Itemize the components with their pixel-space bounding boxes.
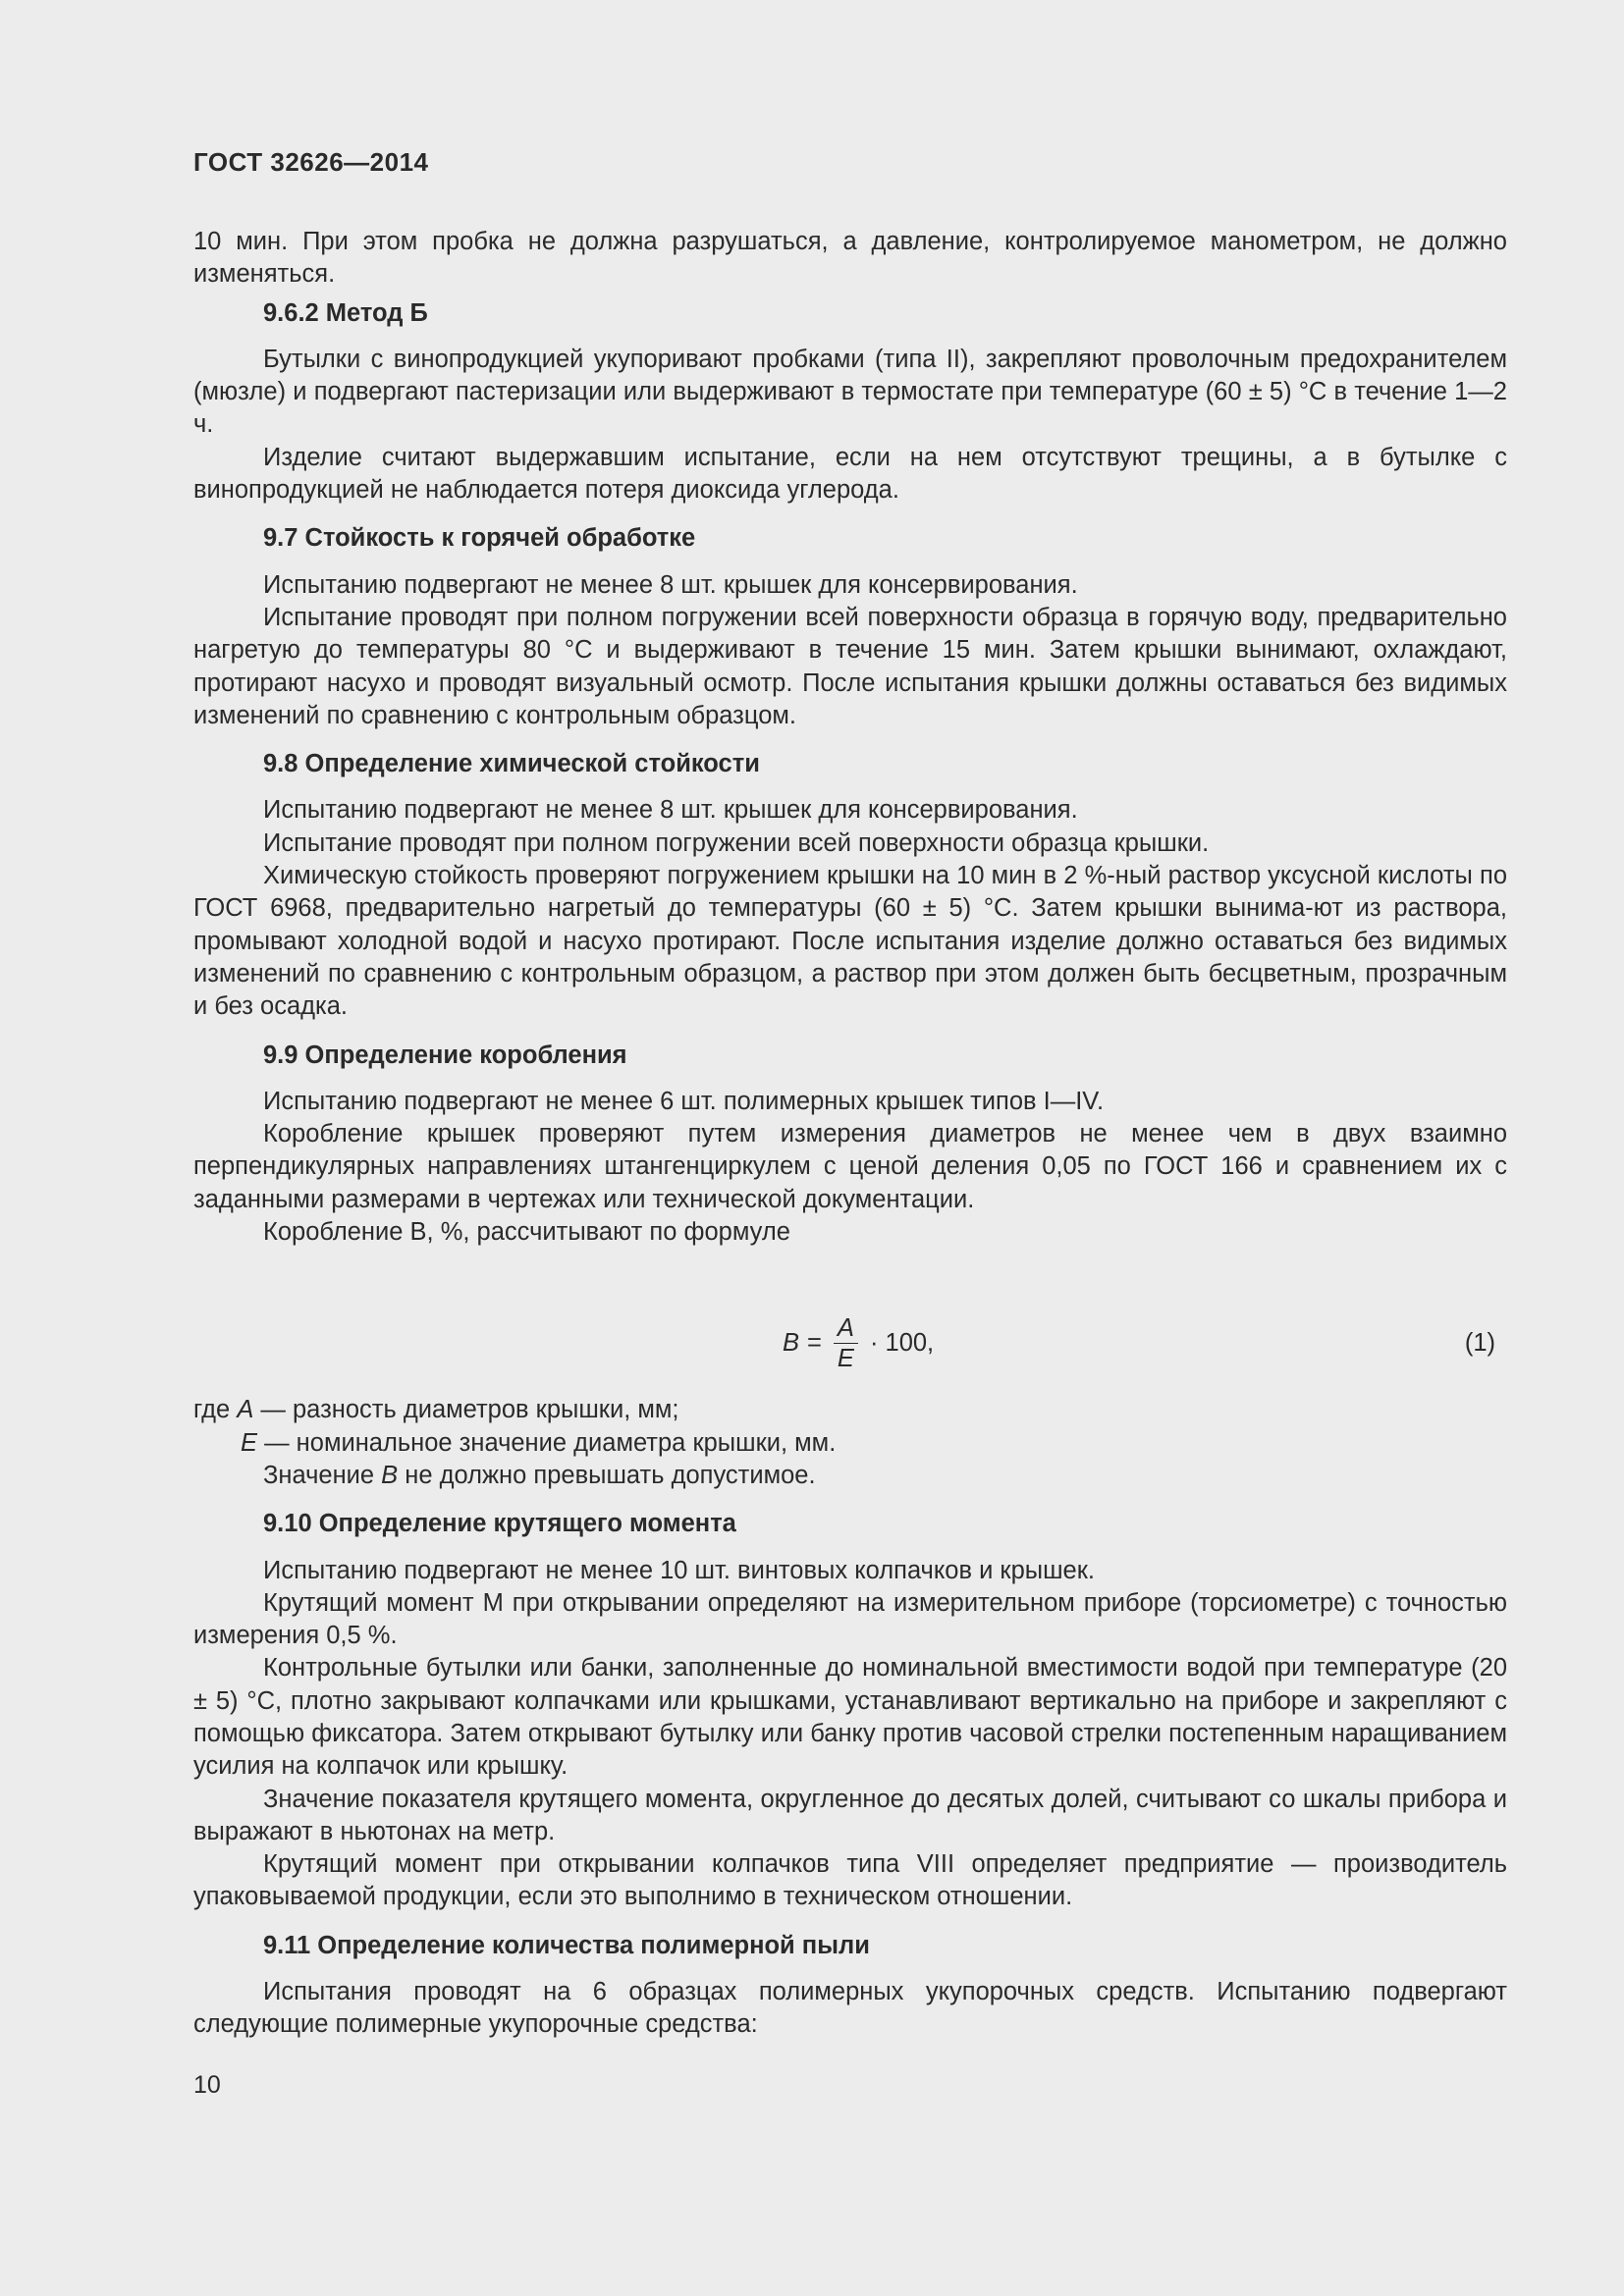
- paragraph: Коробление В, %, рассчитывают по формуле: [263, 1218, 790, 1247]
- formula-numerator: A: [834, 1313, 858, 1344]
- section-heading-9-8: 9.8 Определение химической стойкости: [263, 750, 760, 778]
- paragraph: Испытанию подвергают не менее 6 шт. полимерных крышек типов I—IV.: [263, 1087, 1105, 1115]
- paragraph: Значение В не должно превышать допустимое.: [263, 1461, 816, 1489]
- page-number: 10: [193, 2071, 221, 2099]
- paragraph: Испытание проводят при полном погружении всей поверхности образца крышки.: [263, 828, 1210, 857]
- section-heading-9-11: 9.11 Определение количества полимерной пыли: [263, 1931, 870, 1959]
- formula-number: (1): [1464, 1329, 1495, 1358]
- paragraph: Испытанию подвергают не менее 8 шт. крышек для консервирования.: [263, 796, 1078, 825]
- section-heading-9-7: 9.7 Стойкость к горячей обработке: [263, 524, 696, 553]
- document-header: ГОСТ 32626—2014: [193, 147, 429, 177]
- formula-denominator: E: [837, 1345, 854, 1373]
- paragraph: Изделие считают выдержавшим испытание, если на нем отсутствуют трещины, а в бутылке с винопродукцией не наблюдается потеря диоксида углерода.: [193, 443, 1507, 505]
- paragraph: Значение показателя крутящего момента, округленное до десятых долей, считывают со шкалы прибора и выражают в ньютонах на метр.: [193, 1785, 1507, 1845]
- formula-lhs: B: [783, 1329, 800, 1358]
- paragraph: Крутящий момент при открывании колпачков типа VIII определяет предприятие — производитель упаковываемой продукции, если это выполнимо в техническом отношении.: [193, 1850, 1507, 1911]
- paragraph: Крутящий момент М при открывании определяют на измерительном приборе (торсиометре) с точностью измерения 0,5 %.: [193, 1588, 1507, 1650]
- paragraph: 10 мин. При этом пробка не должна разрушаться, а давление, контролируемое манометром, не должно изменяться.: [193, 228, 1507, 289]
- section-heading-9-6-2: 9.6.2 Метод Б: [263, 298, 428, 327]
- paragraph: Испытанию подвергают не менее 8 шт. крышек для консервирования.: [263, 570, 1078, 599]
- formula-fraction: [834, 1313, 858, 1373]
- section-heading-9-9: 9.9 Определение коробления: [263, 1041, 627, 1069]
- where-line-e: E — номинальное значение диаметра крышки, мм.: [241, 1428, 837, 1457]
- paragraph: Бутылки с винопродукцией укупоривают пробками (типа II), закрепляют проволочным предохранителем (мюзле) и подвергают пастеризации или выдерживают в термостате при температуре (60 ± 5) °С в течение 1—2 ч.: [193, 345, 1507, 439]
- paragraph: Контрольные бутылки или банки, заполненные до номинальной вместимости водой при температуре (20 ± 5) °С, плотно закрывают колпачками или крышками, устанавливают вертикально на приборе и закрепляют с помощью фиксатора. Затем открывают бутылку или банку против часовой стрелки постепенным наращиванием усилия на колпачок или крышку.: [193, 1654, 1507, 1781]
- formula-equals: =: [807, 1329, 822, 1358]
- paragraph: Испытание проводят при полном погружении всей поверхности образца в горячую воду, предварительно нагретую до температуры 80 °С и выдерживают в течение 15 мин. Затем крышки вынимают, охлаждают, протирают насухо и проводят визуальный осмотр. После испытания крышки должны оставаться без видимых изменений по сравнению с контрольным образцом.: [193, 603, 1507, 729]
- document-body: [193, 226, 1507, 2042]
- formula-block: [193, 1296, 1507, 1394]
- section-heading-9-10: 9.10 Определение крутящего момента: [263, 1510, 736, 1538]
- paragraph: Коробление крышек проверяют путем измерения диаметров не менее чем в двух взаимно перпендикулярных направлениях штангенциркулем с ценой деления 0,05 по ГОСТ 166 и сравнением их с заданными размерами в чертежах или технической документации.: [193, 1120, 1507, 1213]
- paragraph: Испытания проводят на 6 образцах полимерных укупорочных средств. Испытанию подвергают следующие полимерные укупорочные средства:: [193, 1978, 1507, 2039]
- formula-expression: [783, 1313, 934, 1373]
- formula-rhs: · 100,: [869, 1329, 935, 1358]
- where-line-a: где A — разность диаметров крышки, мм;: [193, 1396, 679, 1424]
- paragraph: Испытанию подвергают не менее 10 шт. винтовых колпачков и крышек.: [263, 1556, 1095, 1584]
- paragraph: Химическую стойкость проверяют погружением крышки на 10 мин в 2 %-ный раствор уксусной кислоты по ГОСТ 6968, предварительно нагретый до температуры (60 ± 5) °С. Затем крышки вынима-ют из раствора, промывают холодной водой и насухо протирают. После испытания изделие должно оставаться без видимых изменений по сравнению с контрольным образцом, а раствор при этом должен быть бесцветным, прозрачным и без осадка.: [193, 862, 1507, 1021]
